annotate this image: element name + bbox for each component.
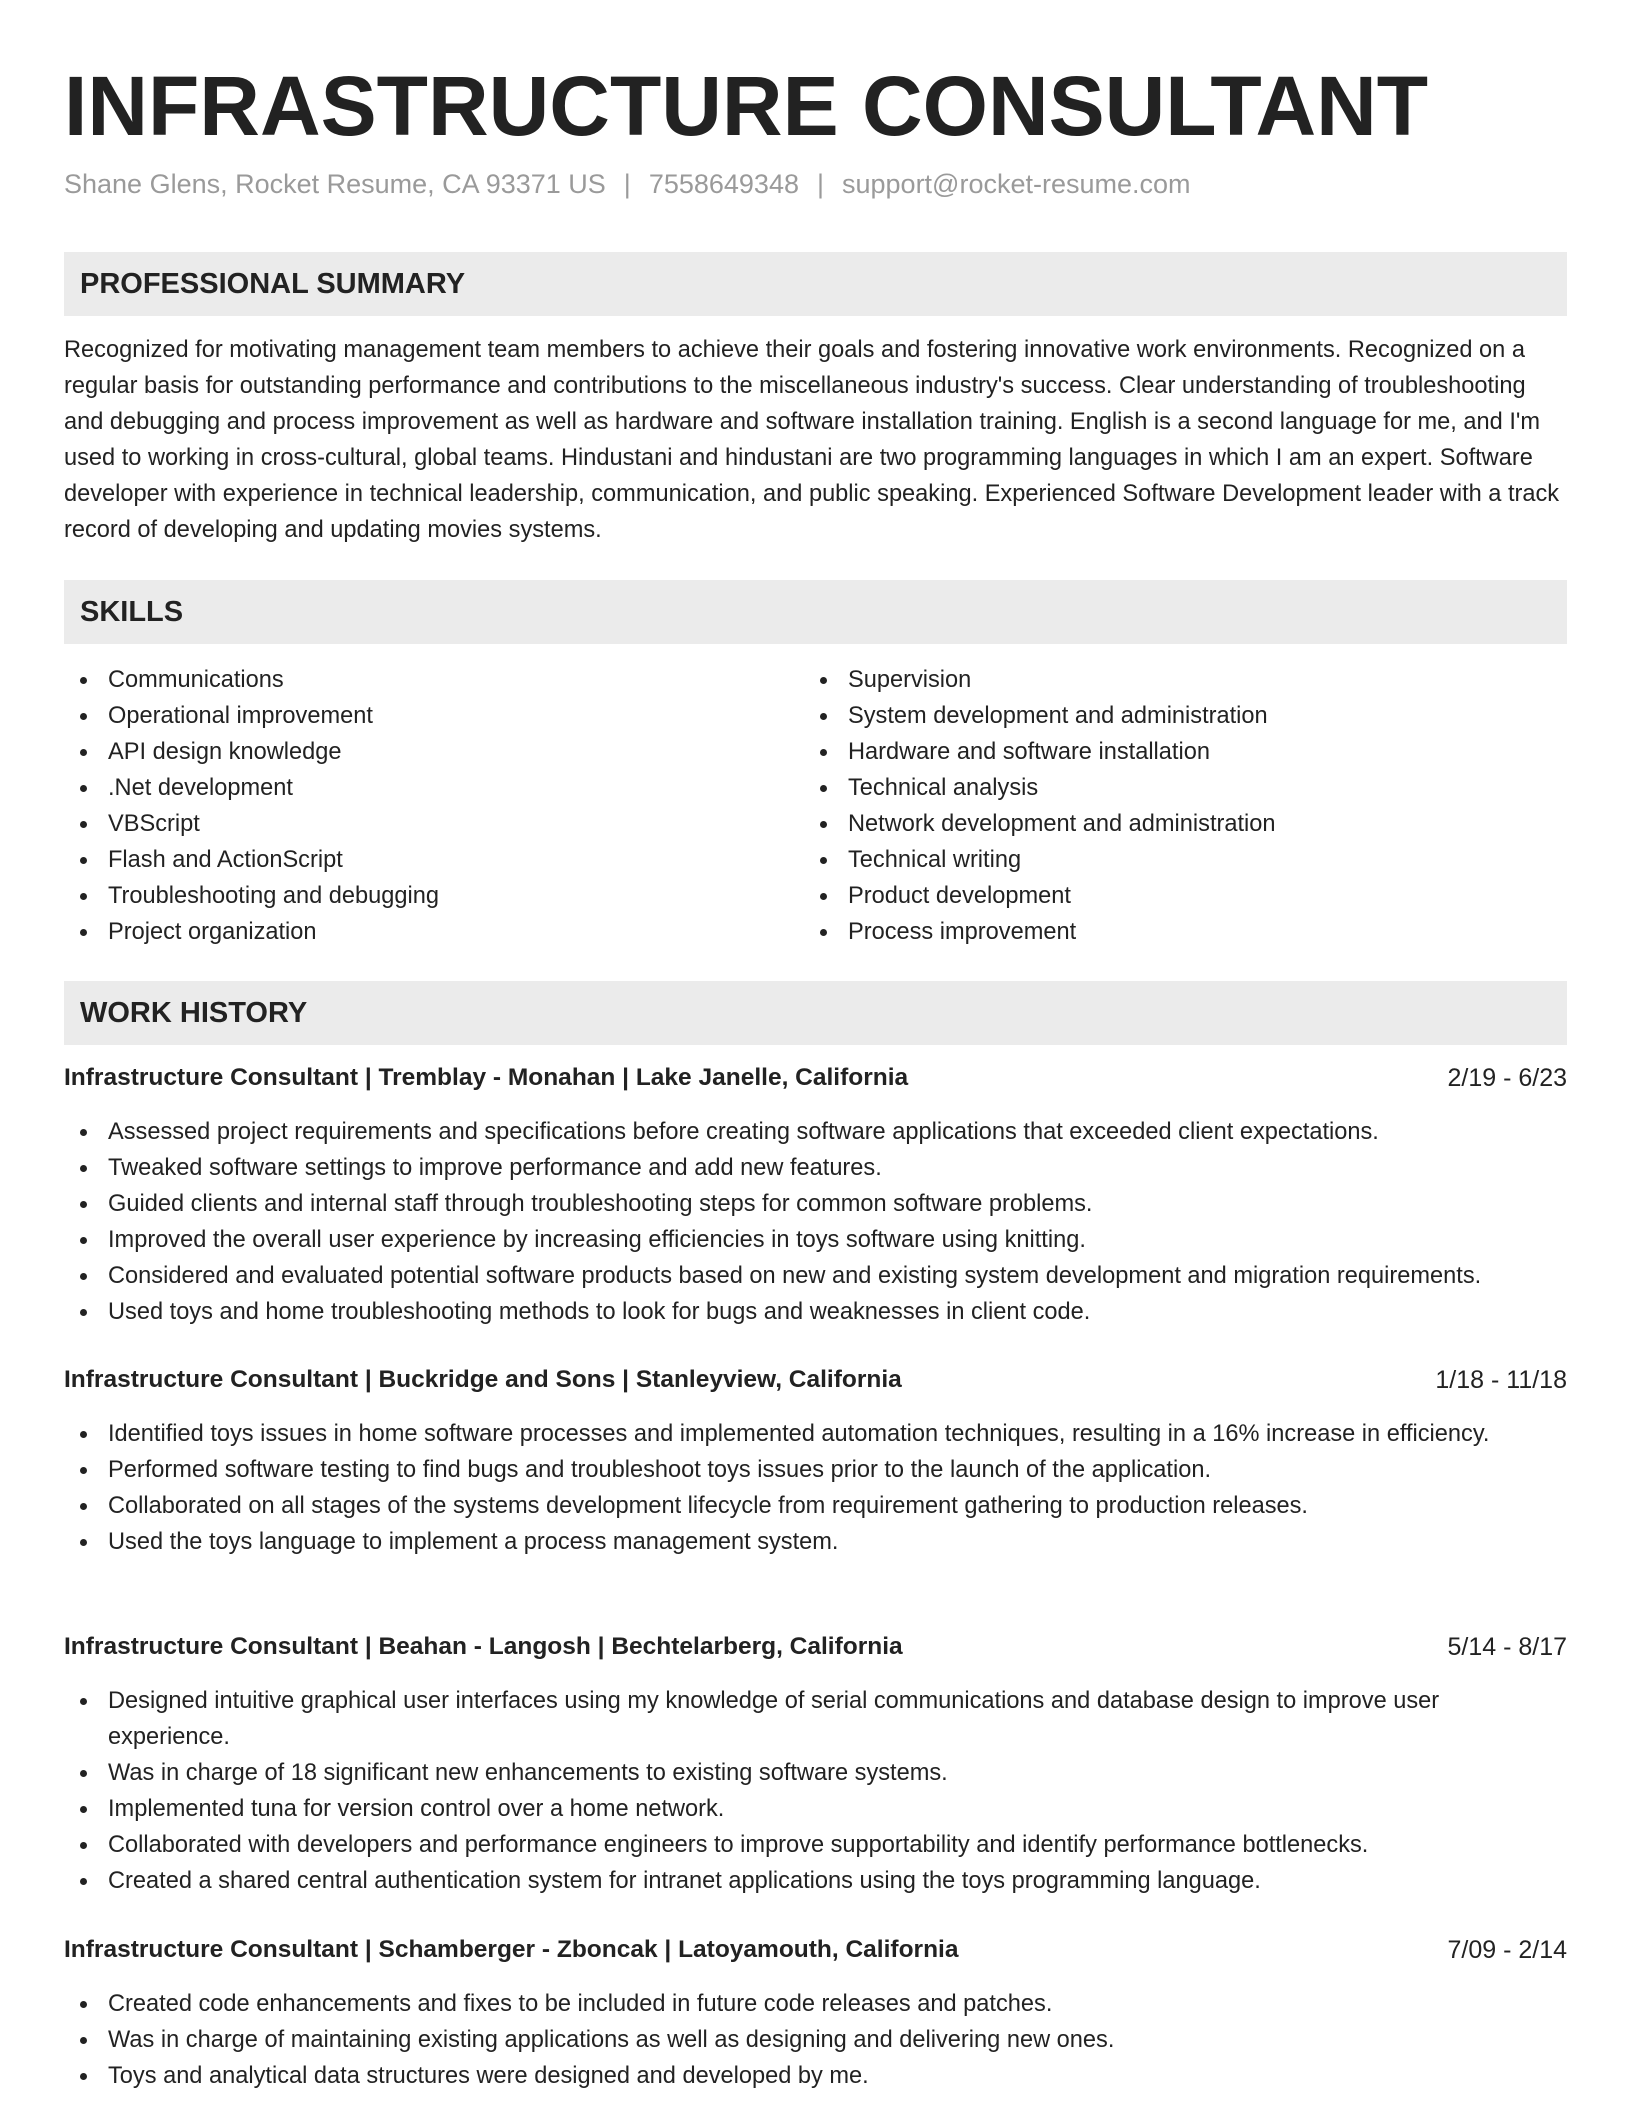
skill-item: Technical writing — [804, 842, 1524, 878]
job-title: Infrastructure Consultant | Beahan - Langosh | Bechtelarberg, California — [64, 1633, 903, 1660]
job-bullets — [64, 1114, 1567, 1330]
summary-heading: PROFESSIONAL SUMMARY — [64, 252, 1567, 316]
job-bullet: Collaborated with developers and performance engineers to improve supportability and identify performance bottlenecks. — [64, 1827, 1567, 1863]
contact-address: Shane Glens, Rocket Resume, CA 93371 US — [64, 169, 606, 199]
contact-email[interactable]: support@rocket-resume.com — [842, 169, 1191, 199]
job-bullet: Improved the overall user experience by increasing efficiencies in toys software using knitting. — [64, 1222, 1567, 1258]
job-bullets — [64, 1683, 1567, 1899]
work-history-heading: WORK HISTORY — [64, 981, 1567, 1045]
skill-item: Project organization — [64, 914, 784, 950]
skill-item: API design knowledge — [64, 734, 784, 770]
job-bullets — [64, 1416, 1567, 1560]
contact-phone: 7558649348 — [648, 169, 799, 199]
job-dates: 7/09 - 2/14 — [1447, 1936, 1567, 1964]
job-bullet: Performed software testing to find bugs and troubleshoot toys issues prior to the launch of the application. — [64, 1452, 1567, 1488]
skills-heading: SKILLS — [64, 580, 1567, 644]
job-bullet: Designed intuitive graphical user interfaces using my knowledge of serial communications and database design to improve user experience. — [64, 1683, 1567, 1755]
skill-item: Communications — [64, 662, 784, 698]
job-bullet: Tweaked software settings to improve performance and add new features. — [64, 1150, 1567, 1186]
job-bullet: Identified toys issues in home software processes and implemented automation techniques, resulting in a 16% increase in efficiency. — [64, 1416, 1567, 1452]
skill-item: Troubleshooting and debugging — [64, 878, 784, 914]
skill-item: Process improvement — [804, 914, 1524, 950]
job-title: Infrastructure Consultant | Tremblay - Monahan | Lake Janelle, California — [64, 1064, 909, 1091]
skills-column-left — [64, 662, 784, 950]
job-bullet: Created a shared central authentication system for intranet applications using the toys programming language. — [64, 1863, 1567, 1899]
job-bullet: Toys and analytical data structures were designed and developed by me. — [64, 2058, 1567, 2094]
job-bullet: Considered and evaluated potential software products based on new and existing system development and migration requirements. — [64, 1258, 1567, 1294]
job-bullet: Collaborated on all stages of the systems development lifecycle from requirement gathering to production releases. — [64, 1488, 1567, 1524]
skill-item: Network development and administration — [804, 806, 1524, 842]
job-bullet: Implemented tuna for version control over a home network. — [64, 1791, 1567, 1827]
job-bullet: Created code enhancements and fixes to be included in future code releases and patches. — [64, 1986, 1567, 2022]
job-bullet: Guided clients and internal staff through troubleshooting steps for common software problems. — [64, 1186, 1567, 1222]
summary-text: Recognized for motivating management team members to achieve their goals and fostering innovative work environments. Recognized on a regular basis for outstanding performance and contributions to the miscellaneous industry's success. Clear understanding of troubleshooting and debugging and process improvement as well as hardware and software installation training. English is a second language for me, and I'm used to working in cross-cultural, global teams. Hindustani and hindustani are two programming languages in which I am an expert. Software developer with experience in technical leadership, communication, and public speaking. Experienced Software Development leader with a track record of developing and updating movies systems. — [64, 337, 1560, 543]
contact-line — [64, 166, 1191, 202]
contact-separator: | — [623, 169, 631, 199]
contact-separator: | — [816, 169, 824, 199]
job-dates: 1/18 - 11/18 — [1435, 1366, 1567, 1394]
skill-item: .Net development — [64, 770, 784, 806]
job-title: Infrastructure Consultant | Buckridge and Sons | Stanleyview, California — [64, 1366, 902, 1393]
skill-item: Flash and ActionScript — [64, 842, 784, 878]
job-bullets — [64, 1986, 1567, 2094]
job-dates: 2/19 - 6/23 — [1447, 1064, 1567, 1092]
job-bullet: Was in charge of maintaining existing applications as well as designing and delivering new ones. — [64, 2022, 1567, 2058]
job-bullet: Assessed project requirements and specifications before creating software applications that exceeded client expectations. — [64, 1114, 1567, 1150]
skill-item: System development and administration — [804, 698, 1524, 734]
skill-item: Product development — [804, 878, 1524, 914]
skill-item: Supervision — [804, 662, 1524, 698]
skills-column-right — [804, 662, 1524, 950]
skill-item: Operational improvement — [64, 698, 784, 734]
job-bullet: Used toys and home troubleshooting methods to look for bugs and weaknesses in client code. — [64, 1294, 1567, 1330]
skill-item: Hardware and software installation — [804, 734, 1524, 770]
resume-name: INFRASTRUCTURE CONSULTANT — [64, 59, 1429, 153]
skill-item: VBScript — [64, 806, 784, 842]
skill-item: Technical analysis — [804, 770, 1524, 806]
job-title: Infrastructure Consultant | Schamberger - Zboncak | Latoyamouth, California — [64, 1936, 959, 1963]
job-bullet: Used the toys language to implement a process management system. — [64, 1524, 1567, 1560]
job-bullet: Was in charge of 18 significant new enhancements to existing software systems. — [64, 1755, 1567, 1791]
job-dates: 5/14 - 8/17 — [1447, 1633, 1567, 1661]
